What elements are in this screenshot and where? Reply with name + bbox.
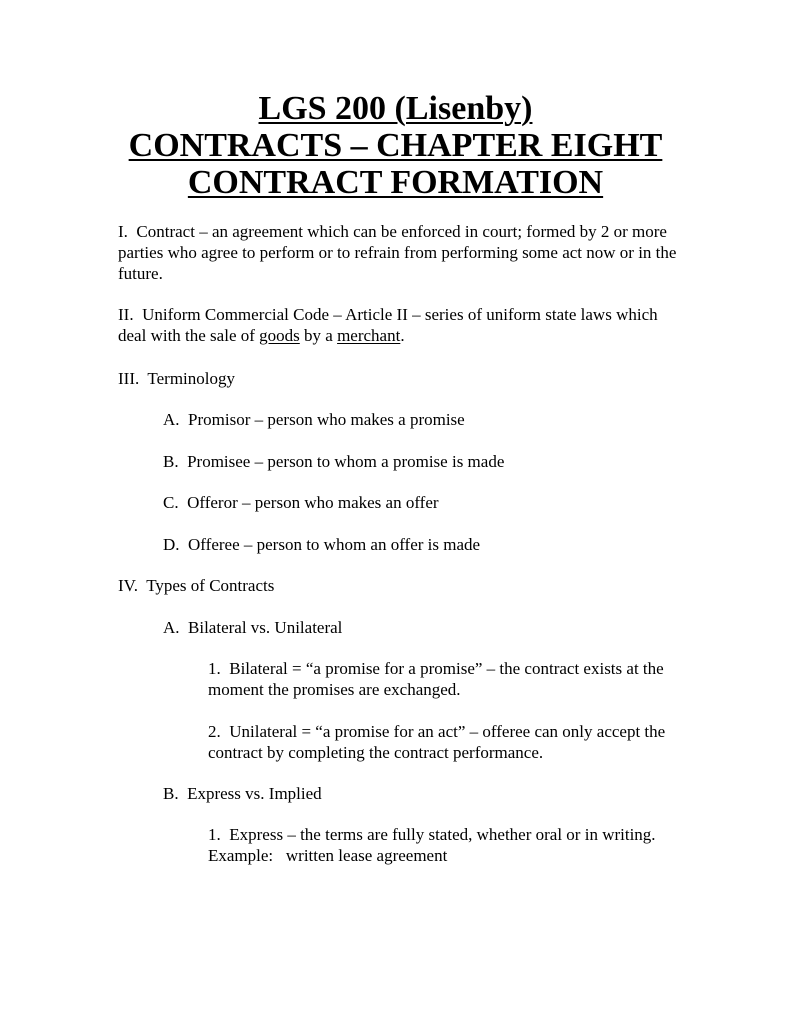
term-offeree: D. Offeree – person to whom an offer is made — [163, 535, 481, 554]
term-promisor: A. Promisor – person who makes a promise — [163, 410, 465, 429]
ucc-text: II. Uniform Commercial Code – Article II – series of uniform state laws which deal with the sale of — [118, 305, 662, 345]
goods-term: goods — [259, 326, 300, 345]
section-types: IV. Types of Contracts — [118, 576, 275, 595]
type-bilateral-unilateral: A. Bilateral vs. Unilateral — [163, 618, 343, 637]
term-promisee: B. Promisee – person to whom a promise is made — [163, 452, 505, 471]
title-topic: CONTRACT FORMATION — [187, 164, 604, 201]
type-express: 1. Express – the terms are fully stated, whether oral or in writing. Example: written lease agreement — [208, 825, 665, 865]
type-bilateral: 1. Bilateral = “a promise for a promise” – the contract exists at the moment the promises are exchanged. — [208, 659, 668, 699]
term-offeror: C. Offeror – person who makes an offer — [163, 493, 439, 512]
title-course: LGS 200 (Lisenby) — [258, 90, 533, 127]
ucc-text-end: . — [400, 326, 405, 345]
merchant-term: merchant — [337, 326, 401, 345]
type-unilateral: 2. Unilateral = “a promise for an act” – offeree can only accept the contract by completing the contract performance. — [208, 722, 670, 762]
title-chapter: CONTRACTS – CHAPTER EIGHT — [128, 127, 663, 164]
ucc-text-mid: by a — [299, 326, 338, 345]
section-terminology: III. Terminology — [118, 369, 235, 388]
document-title — [0, 90, 791, 201]
section-ucc — [118, 304, 678, 346]
section-contract: I. Contract – an agreement which can be enforced in court; formed by 2 or more parties who agree to perform or to refrain from performing some act now or in the future. — [118, 222, 681, 283]
type-express-implied: B. Express vs. Implied — [163, 784, 322, 803]
